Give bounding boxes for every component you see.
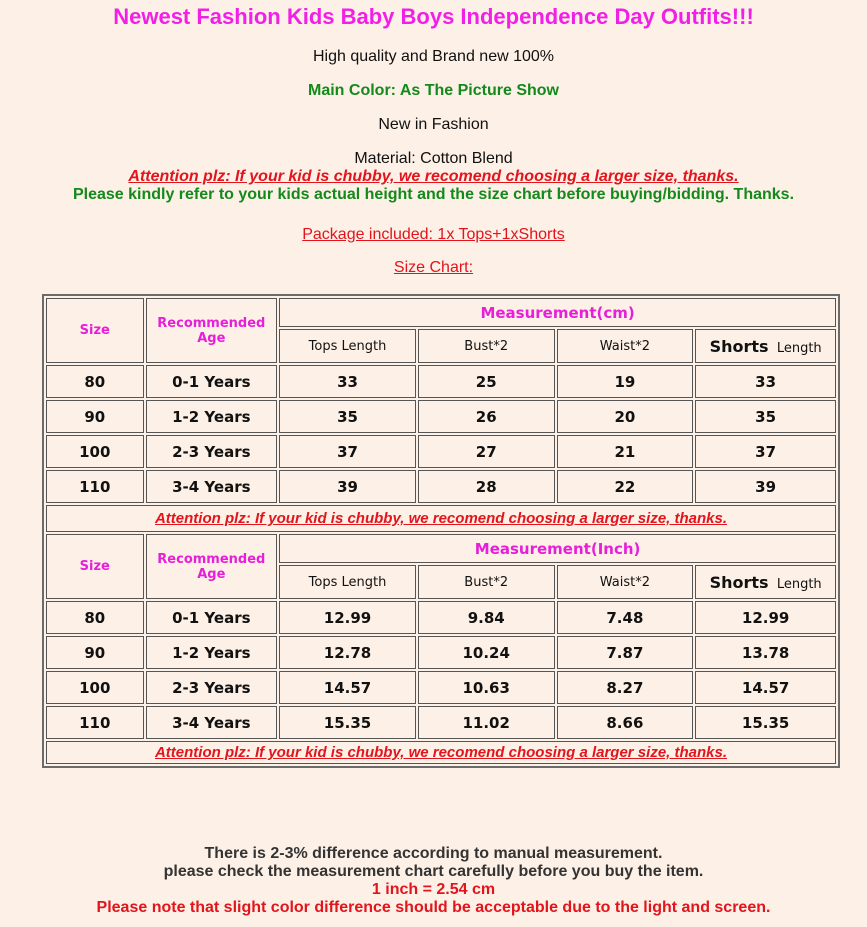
shorts-cell: 12.99 [695, 601, 836, 634]
attention-note: Attention plz: If your kid is chubby, we recomend choosing a larger size, thanks. [46, 505, 836, 532]
waist-header: Waist*2 [557, 565, 694, 599]
size-cell: 80 [46, 365, 144, 398]
measurement-cm-header: Measurement(cm) [279, 298, 836, 327]
main-color-line: Main Color: As The Picture Show [308, 82, 559, 99]
size-chart-table [42, 294, 840, 768]
shorts-length-header: Shorts Length [695, 329, 836, 363]
shorts-cell: 14.57 [695, 671, 836, 704]
table-row [46, 470, 836, 503]
bust-cell: 26 [418, 400, 555, 433]
tops-length-header: Tops Length [279, 329, 416, 363]
tops-cell: 12.99 [279, 601, 416, 634]
bust-header: Bust*2 [418, 329, 555, 363]
bust-cell: 10.63 [418, 671, 555, 704]
waist-cell: 8.66 [557, 706, 694, 739]
shorts-cell: 39 [695, 470, 836, 503]
measurement-inch-header: Measurement(Inch) [279, 534, 836, 563]
table-row [46, 400, 836, 433]
tops-cell: 15.35 [279, 706, 416, 739]
tops-cell: 14.57 [279, 671, 416, 704]
table-row [46, 706, 836, 739]
waist-cell: 7.48 [557, 601, 694, 634]
color-difference-note: Please note that slight color difference should be acceptable due to the light and screen. [96, 899, 771, 916]
age-cell: 0-1 Years [146, 601, 278, 634]
size-cell: 90 [46, 636, 144, 669]
table-row [46, 435, 836, 468]
shorts-cell: 13.78 [695, 636, 836, 669]
tops-cell: 35 [279, 400, 416, 433]
cm-attention-row [46, 505, 836, 532]
waist-cell: 22 [557, 470, 694, 503]
size-cell: 80 [46, 601, 144, 634]
size-cell: 110 [46, 470, 144, 503]
bust-cell: 28 [418, 470, 555, 503]
shorts-length-header: Shorts Length [695, 565, 836, 599]
attention-note: Attention plz: If your kid is chubby, we recomend choosing a larger size, thanks. [46, 741, 836, 764]
waist-cell: 19 [557, 365, 694, 398]
size-cell: 110 [46, 706, 144, 739]
check-chart-note: please check the measurement chart carefully before you buy the item. [163, 863, 704, 880]
size-cell: 100 [46, 671, 144, 704]
new-in-fashion-line: New in Fashion [378, 116, 489, 133]
tops-cell: 39 [279, 470, 416, 503]
tops-length-header: Tops Length [279, 565, 416, 599]
bust-header: Bust*2 [418, 565, 555, 599]
bust-cell: 11.02 [418, 706, 555, 739]
waist-cell: 20 [557, 400, 694, 433]
measurement-difference-note: There is 2-3% difference according to manual measurement. [204, 845, 663, 862]
shorts-cell: 15.35 [695, 706, 836, 739]
shorts-cell: 37 [695, 435, 836, 468]
bust-cell: 10.24 [418, 636, 555, 669]
cm-header-row [46, 298, 836, 327]
age-cell: 3-4 Years [146, 470, 278, 503]
age-cell: 3-4 Years [146, 706, 278, 739]
table-row [46, 601, 836, 634]
inch-conversion-note: 1 inch = 2.54 cm [371, 881, 496, 898]
waist-cell: 8.27 [557, 671, 694, 704]
bust-cell: 9.84 [418, 601, 555, 634]
package-included: Package included: 1x Tops+1xShorts [302, 226, 565, 243]
size-chart-label: Size Chart: [393, 259, 474, 276]
size-header: Size [46, 298, 144, 363]
age-cell: 2-3 Years [146, 435, 278, 468]
waist-header: Waist*2 [557, 329, 694, 363]
shorts-cell: 35 [695, 400, 836, 433]
age-header: Recommended Age [146, 534, 278, 599]
tops-cell: 12.78 [279, 636, 416, 669]
waist-cell: 7.87 [557, 636, 694, 669]
age-cell: 2-3 Years [146, 671, 278, 704]
bust-cell: 27 [418, 435, 555, 468]
tops-cell: 37 [279, 435, 416, 468]
material-line: Material: Cotton Blend [354, 150, 513, 167]
age-header: Recommended Age [146, 298, 278, 363]
inch-attention-row [46, 741, 836, 764]
size-refer-note: Please kindly refer to your kids actual height and the size chart before buying/bidding. Thanks. [72, 186, 795, 203]
size-header: Size [46, 534, 144, 599]
age-cell: 1-2 Years [146, 636, 278, 669]
attention-note: Attention plz: If your kid is chubby, we recomend choosing a larger size, thanks. [128, 168, 739, 185]
waist-cell: 21 [557, 435, 694, 468]
table-row [46, 636, 836, 669]
bust-cell: 25 [418, 365, 555, 398]
age-cell: 0-1 Years [146, 365, 278, 398]
shorts-cell: 33 [695, 365, 836, 398]
inch-header-row [46, 534, 836, 563]
quality-line: High quality and Brand new 100% [312, 48, 555, 65]
table-row [46, 365, 836, 398]
size-cell: 100 [46, 435, 144, 468]
size-cell: 90 [46, 400, 144, 433]
page-title: Newest Fashion Kids Baby Boys Independence Day Outfits!!! [113, 4, 754, 29]
age-cell: 1-2 Years [146, 400, 278, 433]
table-row [46, 671, 836, 704]
tops-cell: 33 [279, 365, 416, 398]
